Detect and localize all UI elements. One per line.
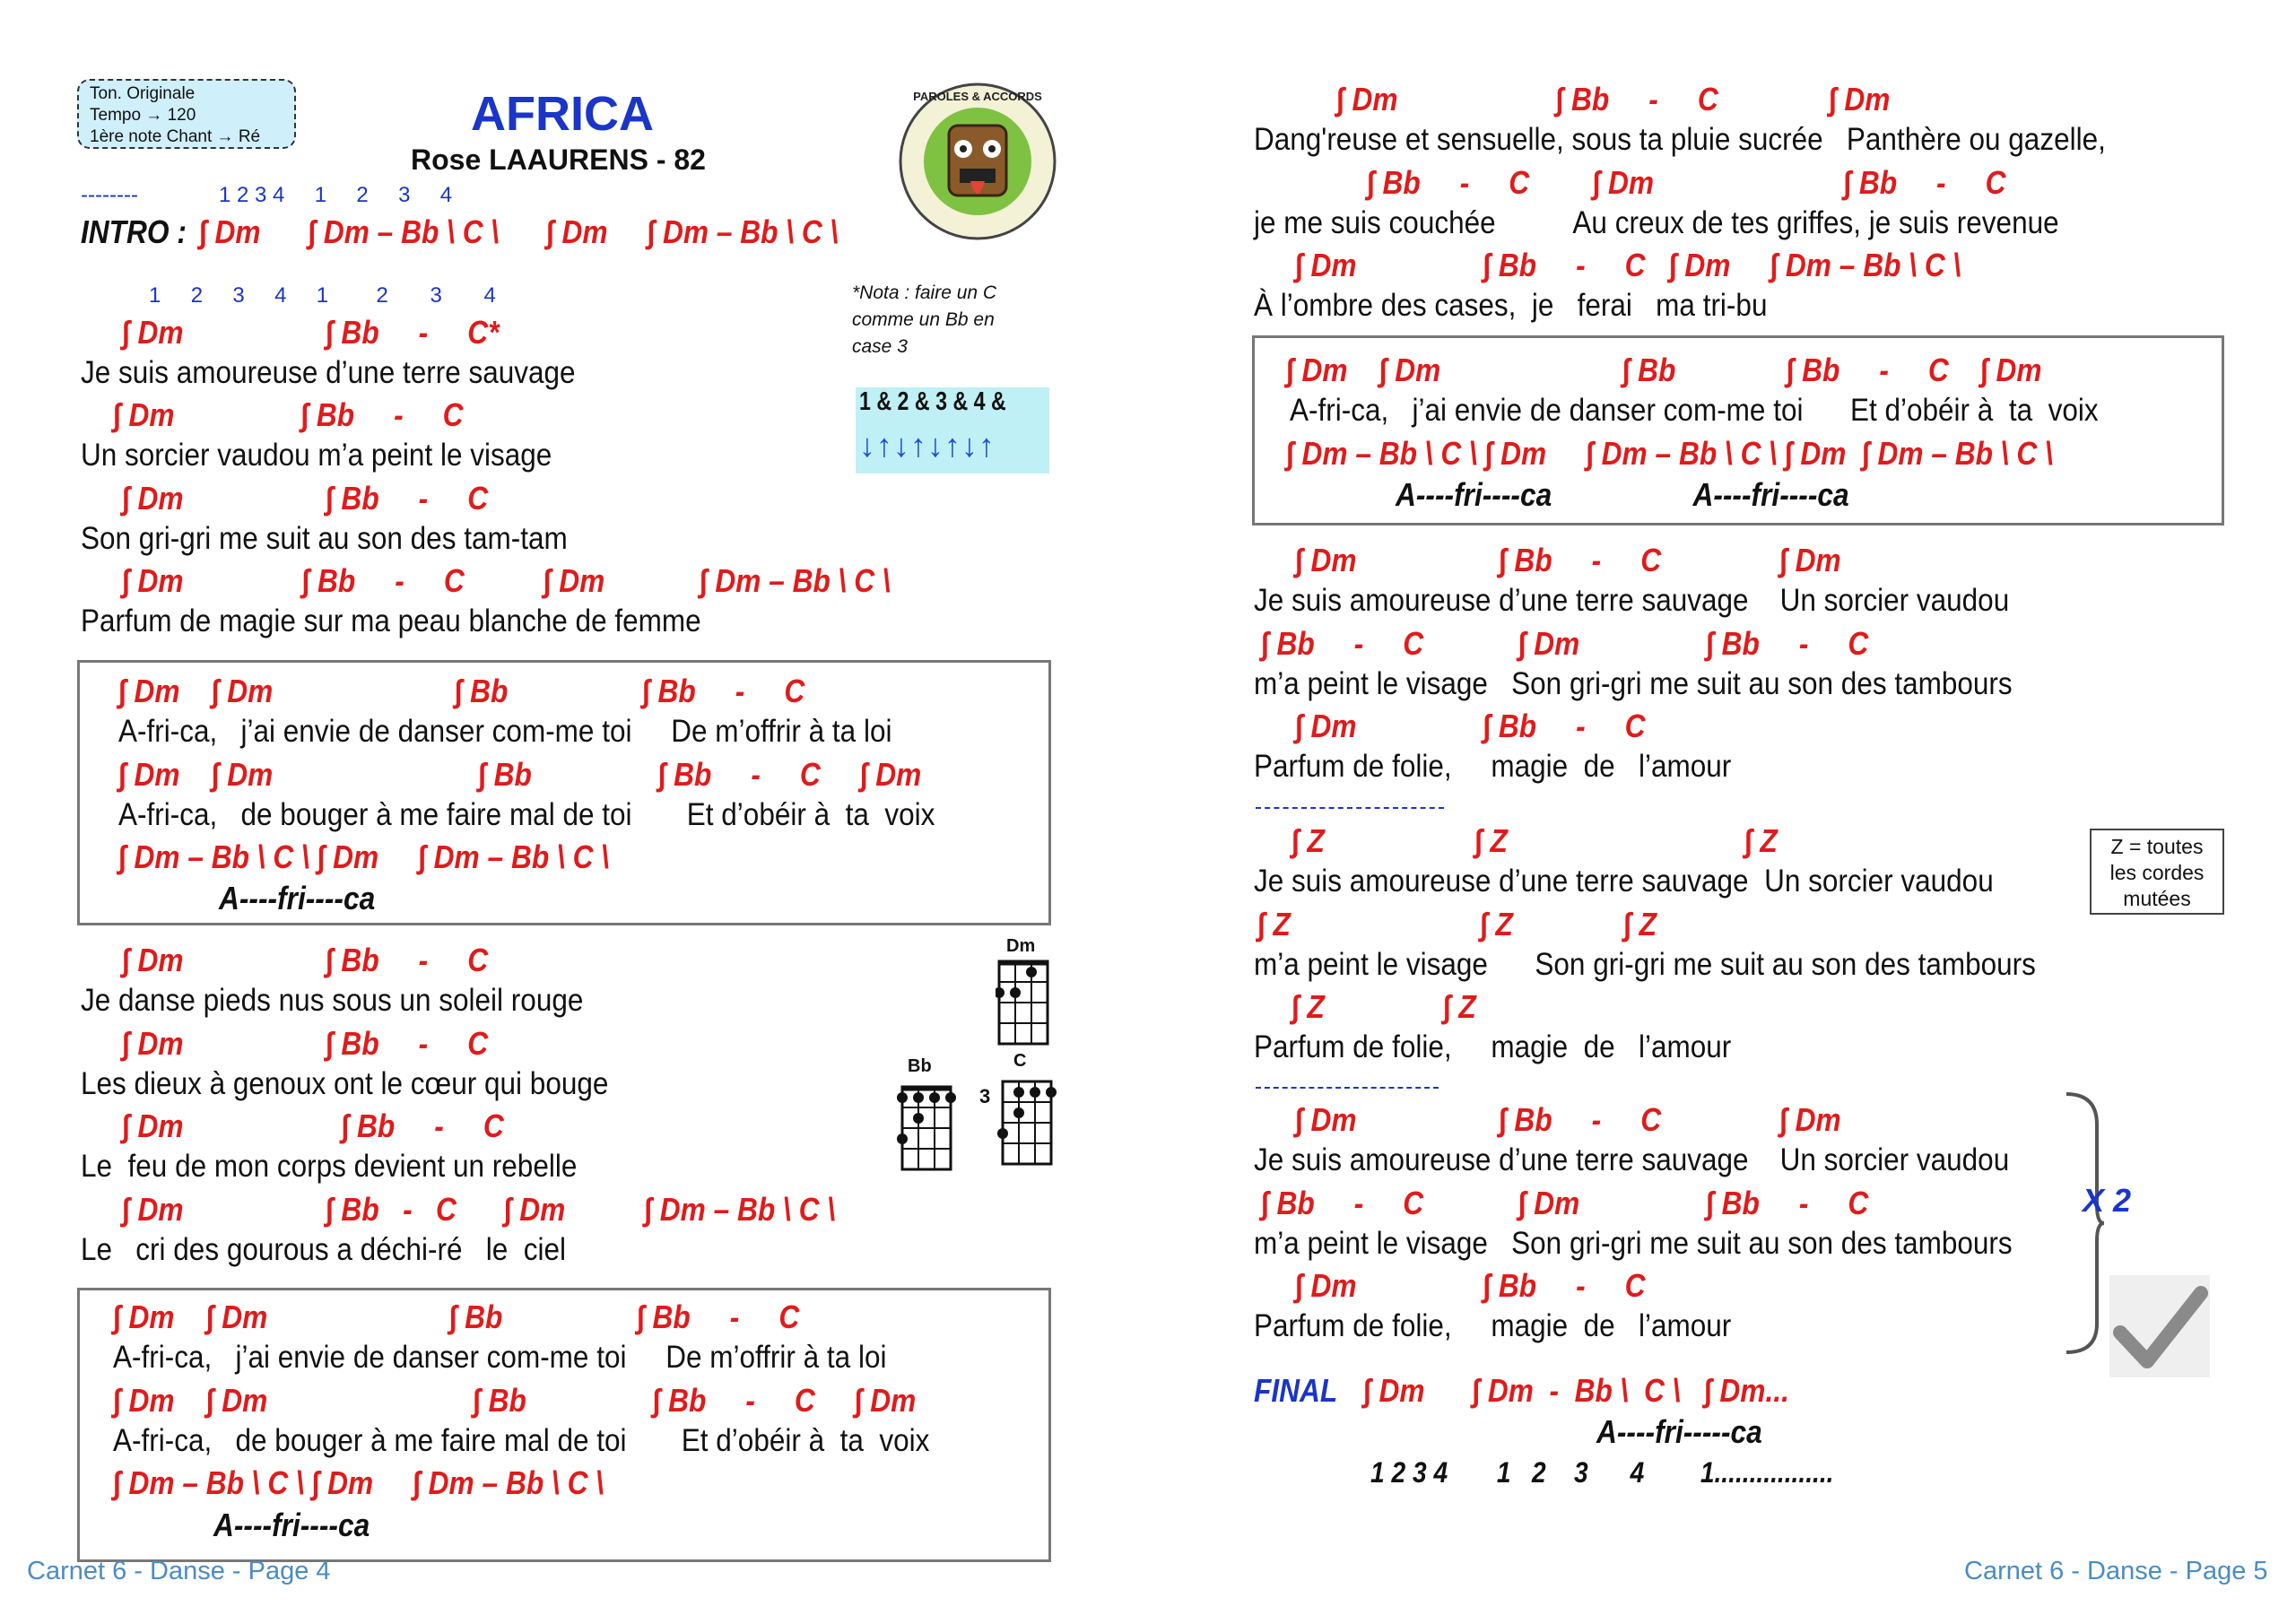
muted-strings-note — [2090, 829, 2224, 915]
section-divider — [1256, 807, 1444, 809]
lyric-line: A-fri-ca, de bouger à me faire mal de toi Et d’obéir à ta voix — [113, 1423, 930, 1458]
chord-line: ∫ Dm ∫ Bb - C — [1295, 1267, 1646, 1304]
chord-line: ∫ Bb - C ∫ Dm ∫ Bb - C — [1261, 1185, 1869, 1221]
lyric-line: Je suis amoureuse d’une terre sauvage Un sorcier vaudou — [1254, 864, 1994, 899]
chord-line: ∫ Dm ∫ Bb - C — [1295, 708, 1646, 744]
z-note-line: Z = toutes — [2110, 835, 2204, 858]
intro-chords: ∫ Dm ∫ Dm – Bb \ C \ ∫ Dm ∫ Dm – Bb \ C \ — [199, 213, 839, 250]
song-artist: Rose LAAURENS - 82 — [411, 143, 706, 176]
chord-line: ∫ Dm ∫ Bb - C — [122, 942, 489, 978]
song-title: AFRICA — [471, 87, 654, 141]
chord-line: ∫ Dm ∫ Dm ∫ Bb ∫ Bb - C ∫ Dm — [118, 756, 922, 793]
lyric-line: Parfum de folie, magie de l’amour — [1254, 1308, 1732, 1343]
tone-info-box — [77, 79, 296, 149]
lyric-line: Parfum de magie sur ma peau blanche de femme — [81, 604, 701, 638]
tone-line: Ton. Originale — [90, 84, 196, 103]
africa-line: A----fri----ca — [213, 1507, 370, 1543]
chord-line: ∫ Dm ∫ Dm ∫ Bb ∫ Bb - C — [113, 1298, 800, 1335]
lyric-line: Je suis amoureuse d’une terre sauvage Un sorcier vaudou — [1254, 583, 2010, 618]
c-diagram-label: C — [1013, 1051, 1027, 1071]
chord-line: ∫ Z ∫ Z — [1292, 988, 1476, 1025]
lyric-line: A-fri-ca, j’ai envie de danser com-me toi De m’offrir à ta loi — [118, 714, 892, 749]
chord-line: ∫ Dm ∫ Bb - C — [122, 1107, 504, 1144]
verse-counts: 1 2 3 4 1 2 3 4 — [149, 283, 496, 308]
final-chords: ∫ Dm ∫ Dm - Bb \ C \ ∫ Dm... — [1363, 1372, 1789, 1409]
chord-line: ∫ Dm ∫ Dm ∫ Bb ∫ Bb - C ∫ Dm — [1286, 352, 2042, 388]
lyric-line: m’a peint le visage Son gri-gri me suit au son des tambours — [1254, 947, 2036, 982]
chord-line: ∫ Dm – Bb \ C \ ∫ Dm ∫ Dm – Bb \ C \ — [113, 1464, 604, 1501]
lyric-line: Les dieux à genoux ont le cœur qui bouge — [81, 1066, 609, 1101]
chord-line: ∫ Bb - C ∫ Dm ∫ Bb - C — [1261, 625, 1869, 662]
section-divider — [1256, 1087, 1439, 1089]
lyric-line: A-fri-ca, de bouger à me faire mal de toi Et d’obéir à ta voix — [118, 797, 935, 832]
final-lyric: A----fri-----ca — [1596, 1413, 1762, 1450]
z-note-line: les cordes — [2109, 861, 2205, 884]
nota-line: case 3 — [852, 336, 908, 357]
final-label: FINAL — [1254, 1372, 1338, 1409]
c-chord-diagram-icon — [996, 1074, 1058, 1171]
checkmark-icon — [2108, 1273, 2212, 1379]
intro-counts: 1 2 3 4 1 2 3 4 — [219, 183, 453, 207]
dm-diagram-label: Dm — [1006, 936, 1036, 956]
intro-count-dash: -------- — [81, 183, 138, 207]
chord-line: ∫ Dm ∫ Bb - C ∫ Dm ∫ Dm – Bb \ C \ — [1295, 247, 1961, 283]
nota-line: *Nota : faire un C — [852, 282, 997, 303]
bb-chord-diagram-icon — [897, 1080, 956, 1173]
lyric-line: m’a peint le visage Son gri-gri me suit au son des tambours — [1254, 1226, 2013, 1261]
chord-line: ∫ Dm ∫ Dm ∫ Bb ∫ Bb - C ∫ Dm — [113, 1382, 917, 1419]
chord-line: ∫ Bb - C ∫ Dm ∫ Bb - C — [1367, 164, 2006, 201]
chord-line: ∫ Dm ∫ Bb - C — [122, 480, 489, 517]
nota-note — [852, 280, 996, 360]
tempo-line: Tempo → 120 — [90, 106, 196, 125]
chord-line: ∫ Z ∫ Z ∫ Z — [1292, 822, 1778, 859]
lyric-line: A-fri-ca, j’ai envie de danser com-me toi De m’offrir à ta loi — [113, 1340, 887, 1375]
lyric-line: Parfum de folie, magie de l’amour — [1254, 749, 1732, 784]
tiki-logo-icon — [897, 81, 1058, 242]
bb-diagram-label: Bb — [908, 1056, 932, 1076]
lyric-line: Je suis amoureuse d’une terre sauvage Un sorcier vaudou — [1254, 1142, 2010, 1177]
dm-chord-diagram-icon — [996, 958, 1053, 1047]
chord-line: ∫ Dm ∫ Bb - C ∫ Dm ∫ Dm – Bb \ C \ — [122, 562, 891, 599]
lyric-line: A-fri-ca, j’ai envie de danser com-me toi Et d’obéir à ta voix — [1290, 393, 2099, 428]
lyric-line: Dang'reuse et sensuelle, sous ta pluie sucrée Panthère ou gazelle, — [1254, 122, 2106, 157]
lyric-line: Le cri des gourous a déchi-ré le ciel — [81, 1232, 567, 1267]
chord-line: ∫ Dm ∫ Bb - C — [122, 1025, 489, 1062]
lyric-line: Je suis amoureuse d’une terre sauvage — [81, 355, 576, 390]
chord-line: ∫ Dm ∫ Bb - C — [113, 396, 464, 433]
chord-line: ∫ Dm ∫ Bb - C ∫ Dm — [1336, 81, 1891, 117]
chord-line: ∫ Dm – Bb \ C \ ∫ Dm ∫ Dm – Bb \ C \ — [118, 838, 610, 875]
lyric-line: Je danse pieds nus sous un soleil rouge — [81, 983, 584, 1018]
footer-page-5: Carnet 6 - Danse - Page 5 — [1964, 1557, 2268, 1585]
nota-line: comme un Bb en — [852, 309, 995, 330]
c-diagram-fret: 3 — [979, 1085, 991, 1107]
lyric-line: je me suis couchée Au creux de tes griffes, je suis revenue — [1254, 205, 2059, 240]
chord-line: ∫ Dm ∫ Bb - C* — [122, 314, 500, 351]
right-page — [1148, 0, 2296, 1624]
chord-line: ∫ Z ∫ Z ∫ Z — [1257, 906, 1657, 942]
chord-line: ∫ Dm ∫ Bb - C ∫ Dm — [1295, 1101, 1841, 1138]
africa-line: A----fri----ca — [219, 880, 376, 916]
lyric-line: Son gri-gri me suit au son des tam-tam — [81, 521, 568, 556]
chord-line: ∫ Dm ∫ Bb - C ∫ Dm ∫ Dm – Bb \ C \ — [122, 1191, 836, 1228]
chord-line: ∫ Dm ∫ Dm ∫ Bb ∫ Bb - C — [118, 673, 805, 709]
strum-pattern — [856, 387, 1049, 473]
lyric-line: À l’ombre des cases, je ferai ma tri-bu — [1254, 288, 1768, 323]
footer-page-4: Carnet 6 - Danse - Page 4 — [27, 1557, 331, 1585]
lyric-line: Le feu de mon corps devient un rebelle — [81, 1149, 578, 1184]
chord-line: ∫ Dm ∫ Bb - C ∫ Dm — [1295, 542, 1841, 578]
lyric-line: m’a peint le visage Son gri-gri me suit au son des tambours — [1254, 666, 2013, 701]
strum-counts: 1 & 2 & 3 & 4 & — [859, 387, 1006, 416]
z-note-line: mutées — [2123, 887, 2191, 910]
chord-line: ∫ Dm – Bb \ C \ ∫ Dm ∫ Dm – Bb \ C \ ∫ Dm ∫ Dm – Bb \ C \ — [1286, 435, 2053, 472]
repeat-brace-icon — [2061, 1089, 2106, 1358]
africa-line: A----fri----ca A----fri----ca — [1396, 476, 1849, 513]
lyric-line: Un sorcier vaudou m’a peint le visage — [81, 438, 552, 473]
lyric-line: Parfum de folie, magie de l’amour — [1254, 1029, 1732, 1064]
intro-label: INTRO : — [81, 213, 187, 250]
strum-arrows-icon: ↓↑↓↑↓↑↓↑ — [859, 427, 996, 464]
first-note-line: 1ère note Chant → Ré — [90, 127, 261, 146]
final-counts: 1 2 3 4 1 2 3 4 1................. — [1370, 1456, 1834, 1489]
svg-text:PAROLES & ACCORDS: PAROLES & ACCORDS — [913, 90, 1042, 103]
repeat-x2-label: X 2 — [2083, 1182, 2132, 1219]
